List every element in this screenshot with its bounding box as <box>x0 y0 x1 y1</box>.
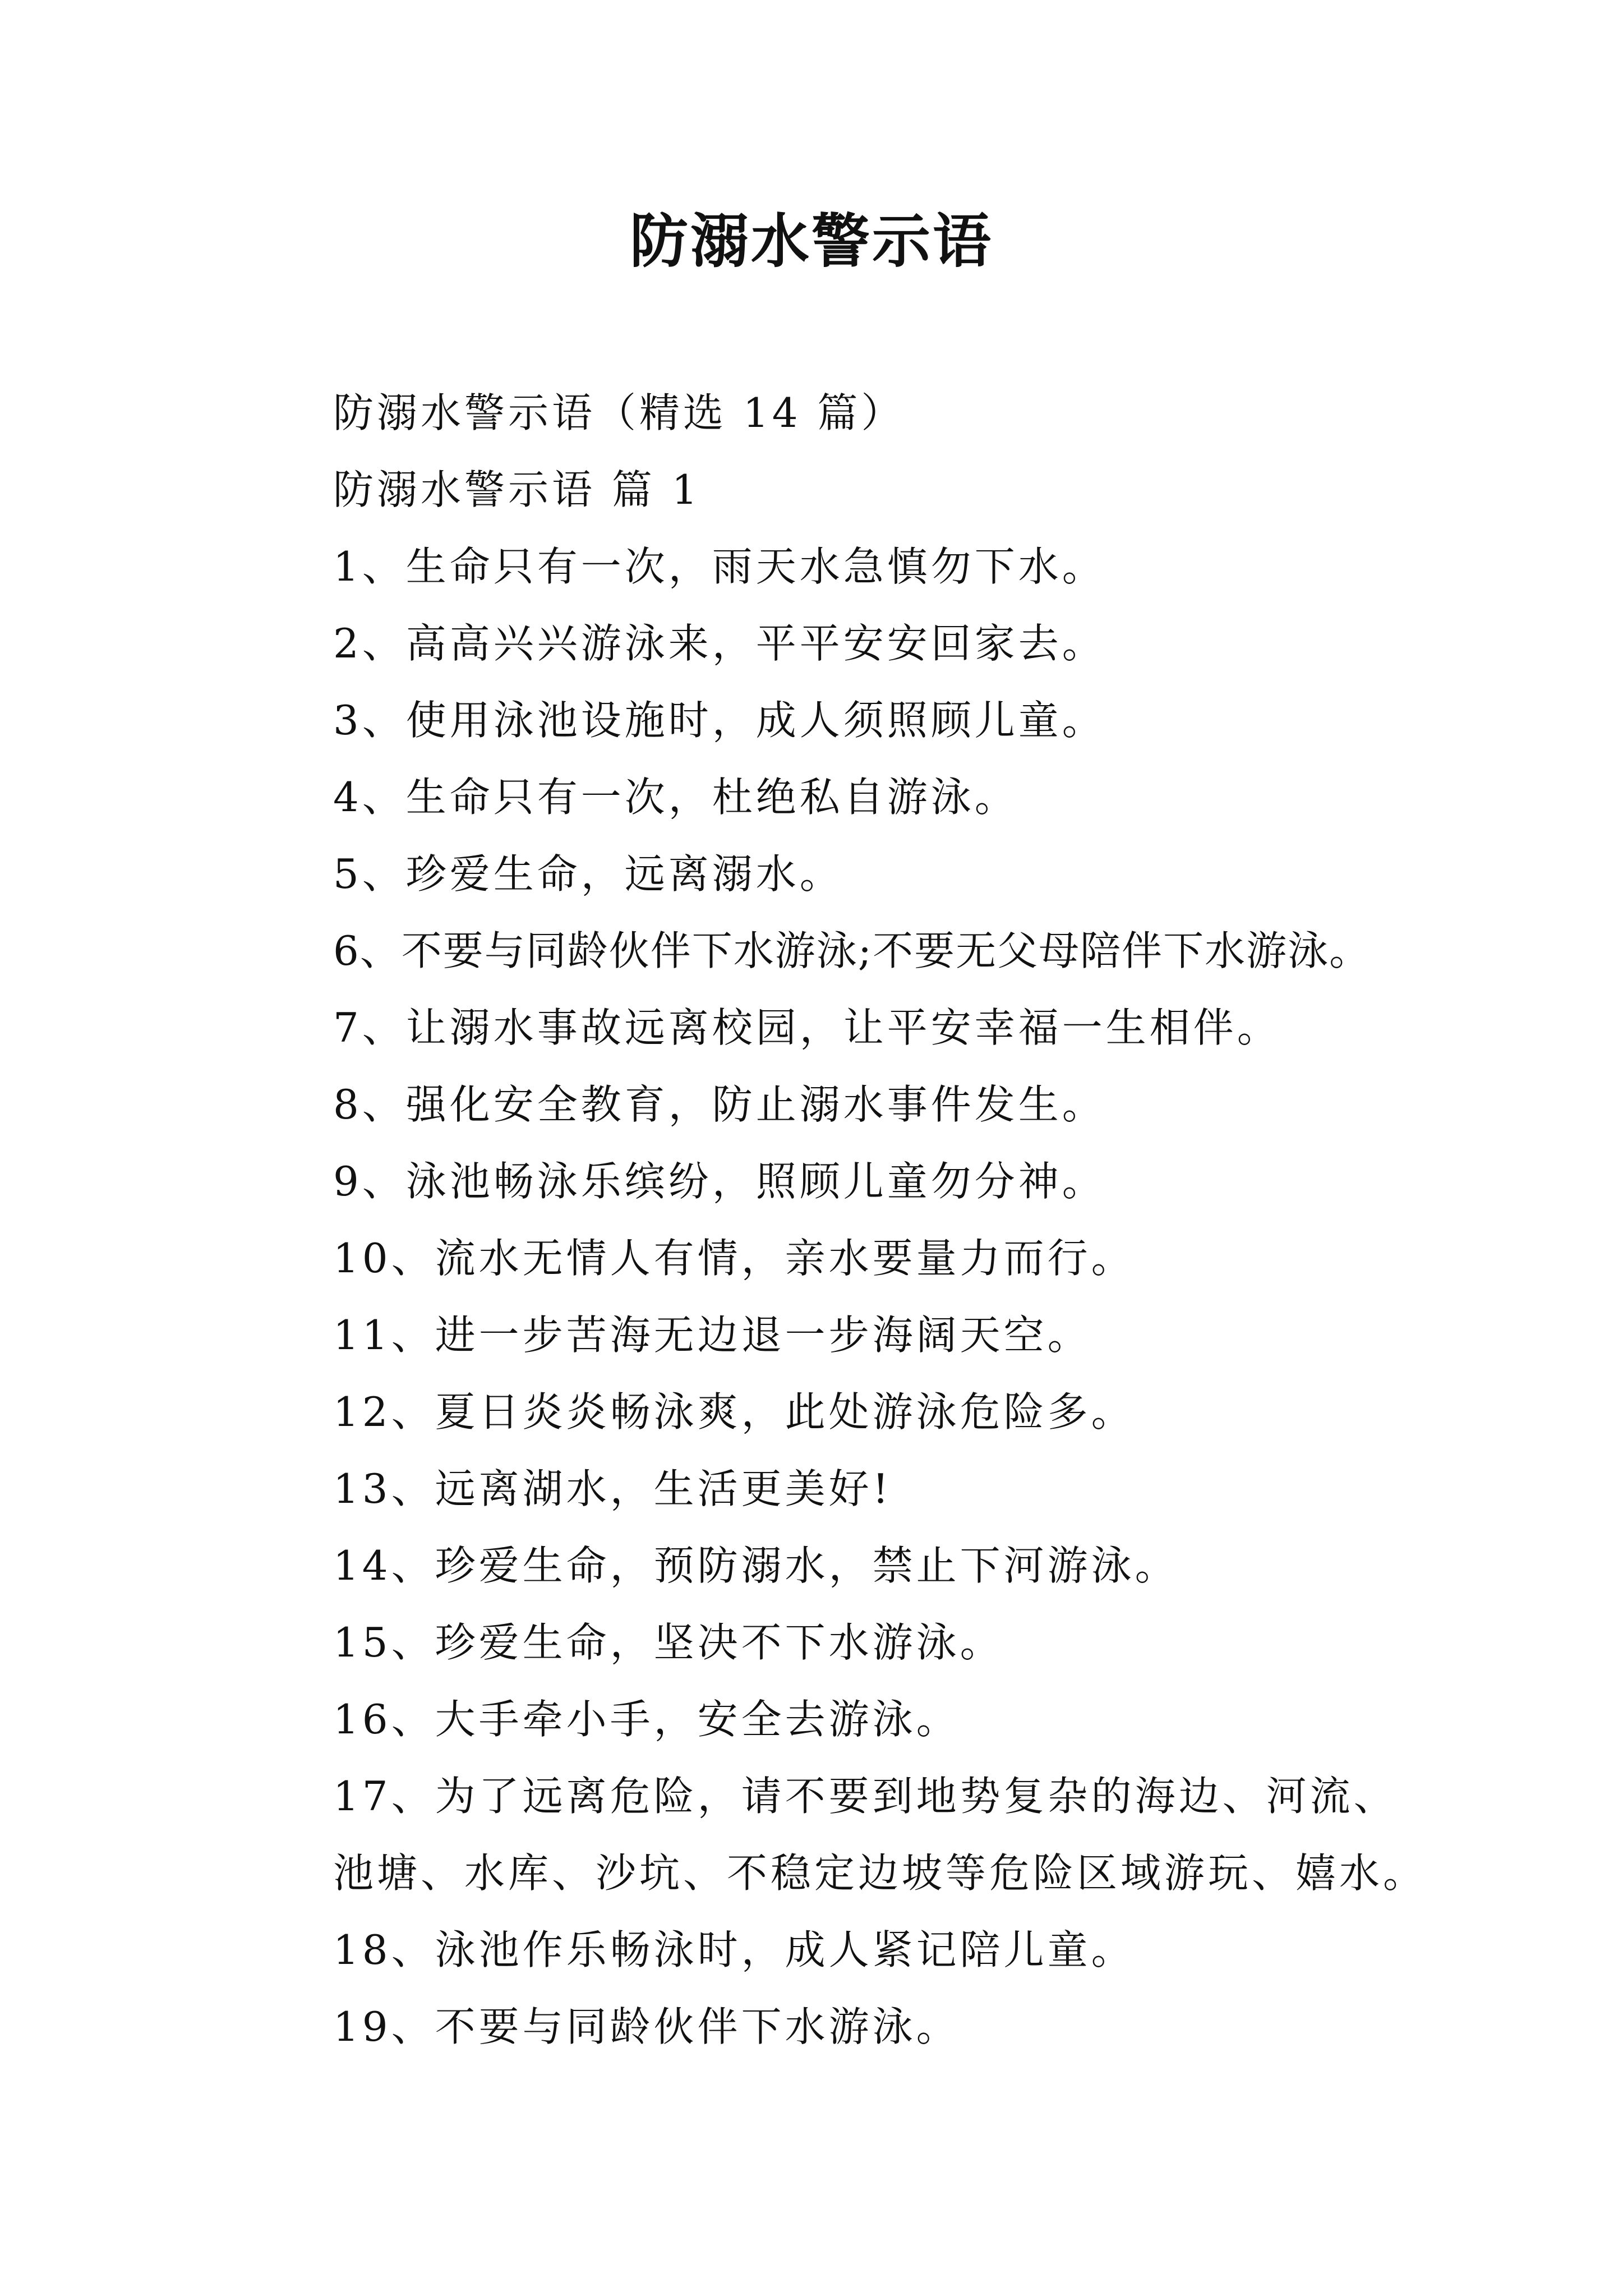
list-item: 12、夏日炎炎畅泳爽，此处游泳危险多。 <box>333 1388 1135 1435</box>
section-heading: 防溺水警示语 篇 1 <box>333 466 701 513</box>
list-item: 10、流水无情人有情，亲水要量力而行。 <box>333 1235 1135 1282</box>
list-item: 11、进一步苦海无边退一步海阔天空。 <box>333 1312 1091 1359</box>
list-item: 18、泳池作乐畅泳时，成人紧记陪儿童。 <box>333 1926 1135 1973</box>
list-item: 19、不要与同龄伙伴下水游泳。 <box>333 2003 960 2050</box>
list-item: 5、珍爱生命，远离溺水。 <box>333 850 843 898</box>
subtitle-line: 防溺水警示语（精选 14 篇） <box>333 389 905 436</box>
list-item: 13、远离湖水，生活更美好! <box>333 1465 892 1512</box>
list-item: 17、为了远离危险，请不要到地势复杂的海边、河流、池塘、水库、沙坑、不稳定边坡等危险区域游玩、嬉水。 <box>333 1773 1427 1897</box>
list-item: 14、珍爱生命，预防溺水，禁止下河游泳。 <box>333 1542 1179 1589</box>
list-item: 9、泳池畅泳乐缤纷，照顾儿童勿分神。 <box>333 1158 1106 1205</box>
list-item: 7、让溺水事故远离校园，让平安幸福一生相伴。 <box>333 1004 1281 1051</box>
list-item: 2、高高兴兴游泳来，平平安安回家去。 <box>333 620 1106 667</box>
list-item: 1、生命只有一次，雨天水急慎勿下水。 <box>333 543 1106 590</box>
list-item: 16、大手牵小手，安全去游泳。 <box>333 1696 960 1743</box>
list-item: 15、珍爱生命，坚决不下水游泳。 <box>333 1619 1004 1666</box>
document-body <box>247 375 1427 2065</box>
document-title: 防溺水警示语 <box>629 206 993 275</box>
list-item: 6、不要与同龄伙伴下水游泳;不要无父母陪伴下水游泳。 <box>333 927 1371 974</box>
list-item: 8、强化安全教育，防止溺水事件发生。 <box>333 1081 1106 1128</box>
list-item: 3、使用泳池设施时，成人须照顾儿童。 <box>333 697 1106 744</box>
list-item: 4、生命只有一次，杜绝私自游泳。 <box>333 774 1018 821</box>
